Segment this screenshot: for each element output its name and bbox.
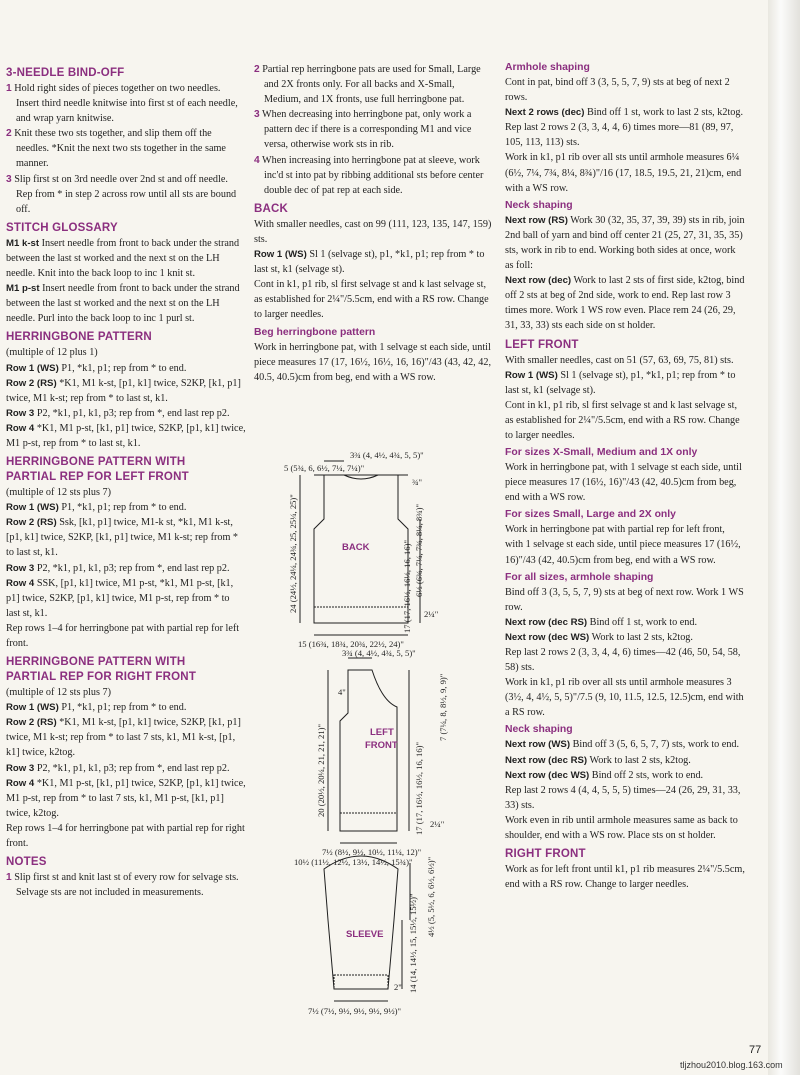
neck-dec-row: Next row (dec) Work to last 2 sts of first side, k2tog, bind off 2 sts at beg of 2nd side, work to end. Rep last row 3 times more. Work 1 WS row even. Place rem 24 (26, 29, 31, 33, 33) sts each side on st holder. — [505, 275, 745, 332]
pattern-row: Row 2 (RS) Ssk, [k1, p1] twice, M1-k st, *k1, M1 k-st, [p1, k1] twice, S2KP, [k1, p1] twice, M1 k-st; rep from * to last st, k1. — [6, 517, 239, 559]
beg-herringbone-heading: Beg herringbone pattern — [254, 326, 376, 338]
bindoff-step: 2 Knit these two sts together, and slip them off the needles. *Knit the next two sts together in the same manner. — [6, 128, 226, 170]
herringbone-right-multiple: (multiple of 12 sts plus 7) — [6, 687, 111, 699]
all-sizes-row: Next row (dec WS) Work to last 2 sts, k2tog. — [505, 631, 693, 643]
sizes-sm-heading: For sizes Small, Large and 2X only — [505, 509, 676, 521]
left-front-width-dim: 7½ (8½, 9½, 10½, 11¼, 12)" — [322, 847, 422, 857]
note-item: 3 When decreasing into herringbone pat, only work a pattern dec if there is a corresponding M1 and vice versa, otherwise work sts in rib. — [254, 109, 472, 151]
bindoff-list — [6, 81, 246, 217]
all-sizes-row: Next row (dec RS) Bind off 1 st, work to end. — [505, 616, 697, 628]
column-right — [505, 58, 745, 892]
all-sizes-heading: For all sizes, armhole shaping — [505, 571, 654, 583]
sleeve-top-dim: 10½ (11½, 12½, 13½, 14½, 15¾)" — [294, 857, 413, 867]
sizes-sm-text: Work in herringbone pat with partial rep for left front, with 1 selvage st each side, until piece measures 17 (16½, 16)"/43 (42, 40.5)cm from beg, end with a WS row. — [505, 524, 741, 566]
back-armhole-dim: 6½ (6¾, 7¼, 7¾, 8¼, 8¾)" — [414, 503, 424, 597]
neck-row: Next row (RS) Work 30 (32, 35, 37, 39, 39) sts in rib, join 2nd ball of yarn and bind off center 21 (25, 27, 31, 35, 35) sts, work in rib to end. Working both sides at once, work as foll: — [505, 214, 745, 272]
back-shoulder-dim: 3¾ (4, 4½, 4¾, 5, 5)" — [350, 450, 424, 460]
left-neck-heading: Neck shaping — [505, 724, 573, 736]
sleeve-outline — [324, 856, 398, 989]
left-front-heading: LEFT FRONT — [505, 338, 579, 351]
herringbone-left-heading: HERRINGBONE PATTERN WITH PARTIAL REP FOR LEFT FRONT — [6, 456, 189, 484]
back-rib-band — [314, 607, 408, 623]
herringbone-multiple: (multiple of 12 plus 1) — [6, 347, 98, 359]
back-rib-dim: 2¼" — [424, 609, 439, 619]
note-item: 4 When increasing into herringbone pat at sleeve, work inc'd st into pat by ribbing additional sts before center double dec of pat rep at each side. — [254, 154, 484, 196]
left-neck-row: Next row (dec RS) Work to last 2 sts, k2tog. — [505, 754, 691, 766]
back-side-dim: 17 (17, 16½, 16½, 16, 16)" — [402, 539, 412, 633]
left-front-label-2: FRONT — [365, 740, 398, 751]
left-neck-row: Next row (dec WS) Bind off 2 sts, work to end. — [505, 769, 704, 781]
left-front-neck-dim: 4" — [338, 687, 346, 697]
notes-heading: NOTES — [6, 856, 47, 869]
left-front-length-dim: 20 (20½, 20¼, 21, 21, 21)" — [316, 723, 326, 817]
pattern-row: Row 4 SSK, [p1, k1] twice, M1 p-st, *k1, M1 p-st, [k1, p1] twice, S2KP, [p1, k1] twice, M1 p-st, rep from * to last st, k1. — [6, 577, 234, 619]
armhole-rib: Work in k1, p1 rib over all sts until armhole measures 6¼ (6½, 7¼, 7¾, 8¼, 8¾)"/16 (17, 18.5, 19.5, 21, 21)cm, end with a WS row. — [505, 152, 742, 194]
note-item: 1 Slip first st and knit last st of every row for selvage sts. Selvage sts are not included in measurements. — [6, 872, 239, 899]
right-front-text: Work as for left front until k1, p1 rib measures 2¼"/5.5cm, end with a RS row. Change to larger needles. — [505, 864, 745, 891]
left-front-cast-on: With smaller needles, cast on 51 (57, 63, 69, 75, 81) sts. — [505, 354, 734, 366]
sleeve-cuff-band — [334, 975, 388, 989]
glossary-heading: STITCH GLOSSARY — [6, 221, 118, 234]
neck-heading: Neck shaping — [505, 199, 573, 211]
pattern-row: Row 2 (RS) *K1, M1 k-st, [p1, k1] twice, S2KP, [k1, p1] twice, M1 k-st; rep from * to last st, k1. — [6, 377, 241, 404]
herringbone-heading: HERRINGBONE PATTERN — [6, 331, 152, 344]
herringbone-right-heading: HERRINGBONE PATTERN WITH PARTIAL REP FOR RIGHT FRONT — [6, 656, 197, 684]
armhole-bind-off: Cont in pat, bind off 3 (3, 5, 5, 7, 9) sts at beg of next 2 rows. — [505, 77, 730, 104]
schematic-diagrams — [254, 445, 504, 1025]
column-middle — [254, 62, 494, 385]
sleeve-label: SLEEVE — [346, 929, 384, 940]
armhole-heading: Armhole shaping — [505, 62, 590, 73]
bindoff-step: 3 Slip first st on 3rd needle over 2nd st and off needle. Rep from * in step 2 across row until all sts are bound off. — [6, 173, 237, 215]
pattern-row: Row 3 P2, *k1, p1, k1, p3; rep from *, end last rep p2. — [6, 407, 230, 419]
all-sizes-text: Bind off 3 (3, 5, 5, 7, 9) sts at beg of next row. Work 1 WS row. — [505, 586, 744, 613]
sleeve-cuff-dim: 2" — [394, 982, 402, 992]
left-front-row-1: Row 1 (WS) Sl 1 (selvage st), p1, *k1, p1; rep from * to last st, k1 (selvage st). — [505, 369, 736, 396]
left-neck-repeat: Rep last 2 rows 4 (4, 4, 5, 5, 5) times—24 (26, 29, 31, 33, 33) sts. — [505, 784, 741, 811]
armhole-dec-rows: Next 2 rows (dec) Bind off 1 st, work to last 2 sts, k2tog. — [505, 107, 744, 119]
pattern-row: Row 1 (WS) P1, *k1, p1; rep from * to end. — [6, 362, 187, 374]
back-neck-drop-dim: ¾" — [412, 477, 422, 487]
pattern-row: Row 2 (RS) *K1, M1 k-st, [p1, k1] twice, S2KP, [k1, p1] twice, M1 k-st; rep from * to last 7 sts, k1, M1 k-st, [p1, k1] twice, k2tog. — [6, 717, 241, 759]
sleeve-width-dim: 7½ (7½, 9½, 9½, 9½, 9½)" — [308, 1006, 402, 1016]
back-heading: BACK — [254, 202, 289, 215]
pattern-row: Row 1 (WS) P1, *k1, p1; rep from * to end. — [6, 702, 187, 714]
pattern-row: Row 1 (WS) P1, *k1, p1; rep from * to end. — [6, 502, 187, 514]
armhole-repeat: Rep last 2 rows 2 (3, 3, 4, 4, 6) times more—81 (89, 97, 105, 113, 113) sts. — [505, 122, 734, 149]
beg-herringbone-text: Work in herringbone pat, with 1 selvage st each side, until piece measures 17 (17, 16½, 16½, 16, 16)"/43 (43, 42, 42, 40.5, 40.5)cm from beg, end with a WS row. — [254, 341, 492, 383]
back-rib: Cont in k1, p1 rib, sl first selvage st and k last selvage st, as established for 2¼"/5.5cm, end with a RS row. Change to larger needles. — [254, 279, 489, 321]
left-front-label-1: LEFT — [370, 727, 394, 738]
watermark: tljzhou2010.blog.163.com — [680, 1060, 783, 1070]
left-neck-even: Work even in rib until armhole measures same as back to shoulder, end with a WS row. Place sts on st holder. — [505, 814, 738, 842]
back-width-dim: 15 (16¾, 18¾, 20¾, 22½, 24)" — [298, 639, 404, 649]
right-front-heading: RIGHT FRONT — [505, 848, 586, 861]
pattern-repeat-note: Rep rows 1–4 for herringbone pat with partial rep for left front. — [6, 622, 240, 649]
note-item: 2 Partial rep herringbone pats are used for Small, Large and 2X fronts only. For all backs and X-Small, Medium, and 1X fronts, use full herringbone pat. — [254, 64, 481, 106]
sizes-xs-heading: For sizes X-Small, Medium and 1X only — [505, 447, 698, 459]
back-label: BACK — [342, 542, 370, 553]
bindoff-heading: 3-NEEDLE BIND-OFF — [6, 67, 125, 79]
herringbone-left-multiple: (multiple of 12 sts plus 7) — [6, 487, 111, 499]
left-front-rib-dim: 2¼" — [430, 819, 445, 829]
sleeve-length-dim: 14 (14, 14½, 15, 15½, 15½)" — [408, 893, 418, 993]
back-cast-on: With smaller needles, cast on 99 (111, 123, 135, 147, 159) sts. — [254, 218, 492, 245]
pattern-row: Row 4 *K1, M1 p-st, [k1, p1] twice, S2KP, [p1, k1] twice, M1 p-st, rep from * to last st, k1. — [6, 422, 246, 449]
pattern-repeat-note: Rep rows 1–4 for herringbone pat with partial rep for right front. — [6, 822, 245, 850]
back-length-dim: 24 (24½, 24¼, 24¾, 25, 25¼, 25)" — [288, 494, 298, 613]
column-left — [6, 62, 246, 900]
left-front-shoulder-dim: 3¾ (4, 4½, 4¾, 5, 5)" — [342, 648, 416, 658]
pattern-row: Row 4 *K1, M1 p-st, [k1, p1] twice, S2KP, [p1, k1] twice, M1 p-st, rep from * to last 7 sts, k1, M1 p-st, [k1, p1] twice, k2tog. — [6, 777, 246, 819]
left-front-side-dim: 17 (17, 16½, 16½, 16, 16)" — [414, 741, 424, 835]
notes-list — [6, 870, 246, 900]
back-neck-dim: 5 (5¾, 6, 6½, 7¼, 7¼)" — [284, 463, 365, 473]
left-neck-row: Next row (WS) Bind off 3 (5, 6, 5, 7, 7) sts, work to end. — [505, 739, 740, 751]
bindoff-step: 1 Hold right sides of pieces together on two needles. Insert third needle knitwise into first st of each needle, and wrap yarn knitwise. — [6, 83, 238, 125]
all-sizes-rib: Work in k1, p1 rib over all sts until armhole measures 3 (3½, 4, 4½, 5, 5)"/7.5 (9, 10, 11.5, 12.5, 12.5)cm, end with a RS row. — [505, 677, 744, 719]
all-sizes-repeat: Rep last 2 rows 2 (3, 3, 4, 4, 6) times—42 (46, 50, 54, 58, 58) sts. — [505, 647, 741, 674]
pattern-row: Row 3 P2, *k1, p1, k1, p3; rep from *, end last rep p2. — [6, 762, 230, 774]
back-row-1: Row 1 (WS) Sl 1 (selvage st), p1, *k1, p1; rep from * to last st, k1 (selvage st). — [254, 249, 485, 276]
left-front-rib: Cont in k1, p1 rib, sl first selvage st and k last selvage st, as established for 2¼"/5.5cm, end with a RS row. Change to larger needles. — [505, 399, 740, 441]
page-number: 77 — [749, 1044, 762, 1056]
sizes-xs-text: Work in herringbone pat, with 1 selvage st each side, until piece measures 17 (16½, 16)"/43 (42, 40.5)cm from beg, end with a WS row. — [505, 462, 742, 504]
glossary-m1p: M1 p-st Insert needle from front to back under the strand between the last st worked and the next st on the LH needle. Purl into the back loop to inc 1 purl st. — [6, 283, 240, 325]
pattern-row: Row 3 P2, *k1, p1, k1, p3; rep from *, end last rep p2. — [6, 562, 230, 574]
notes-list-cont — [254, 62, 494, 198]
left-front-armhole-dim: 7 (7¼, 8, 8½, 9, 9)" — [438, 673, 448, 741]
sleeve-cap-dim: 4½ (5, 5½, 6, 6½, 6½)" — [426, 856, 436, 937]
page-binding-edge — [768, 0, 800, 1075]
left-front-rib-band — [340, 813, 397, 831]
glossary-m1k: M1 k-st Insert needle from front to back under the strand between the last st worked and the next st on the LH needle. Knit into the back loop to inc 1 knit st. — [6, 237, 240, 280]
